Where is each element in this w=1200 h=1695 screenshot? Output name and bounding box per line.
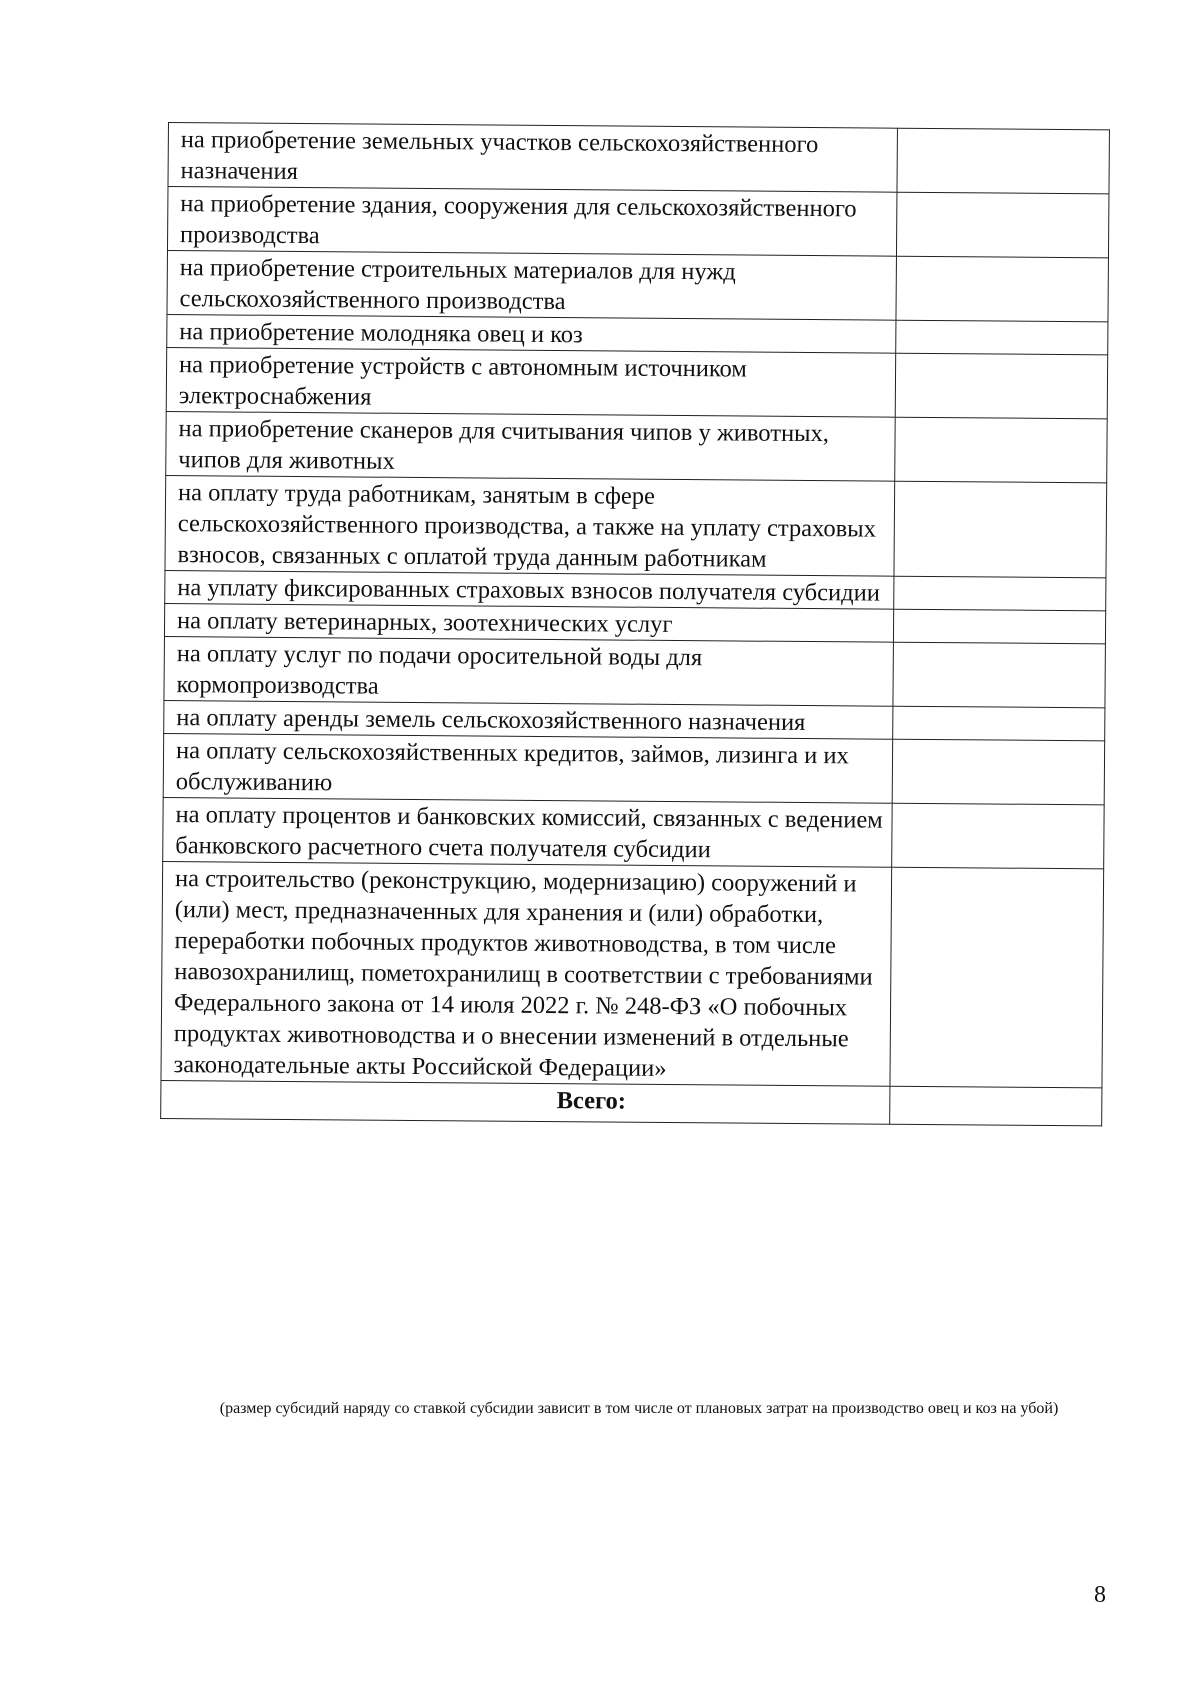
row-label: на оплату услуг по подачи оросительной воды для кормопроизводства [164,636,893,706]
page-number: 8 [1094,1582,1106,1608]
cost-table [160,122,1110,1126]
row-label: на приобретение здания, сооружения для сельскохозяйственного производства [167,187,896,257]
table-row [167,250,1108,321]
table-row [163,733,1104,804]
row-value [896,320,1108,355]
row-label: на строительство (реконструкцию, модернизацию) сооружений и (или) мест, предназначенных для хранения и (или) обработки, переработки побочных продуктов животноводства, в том числе навозохранилищ, пометохранилищ в соответствии с требованиями Федерального закона от 14 июля 2022 г. № 248-ФЗ «О побочных продуктах животноводства и о внесении изменений в отдельные законодательные акты Российской Федерации» [161,861,892,1086]
row-value [892,739,1105,805]
row-label: на приобретение устройств с автономным источником электроснабжения [166,347,895,417]
table-row [163,797,1104,868]
row-value [893,706,1105,741]
table-row [168,123,1109,194]
row-label: на приобретение молодняка овец и коз [167,314,896,353]
row-value [893,642,1106,708]
row-label: на приобретение земельных участков сельскохозяйственного назначения [168,123,897,193]
row-label: на оплату процентов и банковских комиссий, связанных с ведением банковского расчетного счета получателя субсидии [163,797,892,867]
total-label: Всего: [161,1080,890,1124]
table-row [167,187,1108,258]
row-value [892,803,1105,869]
row-value [895,353,1108,419]
row-label: на уплату фиксированных страховых взносов получателя субсидии [165,570,894,609]
table-row [166,347,1107,418]
row-value [894,576,1106,611]
row-value [893,609,1105,644]
total-value [890,1086,1102,1126]
row-label: на приобретение строительных материалов для нужд сельскохозяйственного производства [167,250,896,320]
row-value [895,417,1108,483]
row-value [896,192,1109,258]
table-row [166,411,1107,482]
table-row [165,475,1107,577]
table-row [164,636,1105,707]
row-label: на оплату аренды земель сельскохозяйственного назначения [164,700,893,739]
row-label: на приобретение сканеров для считывания чипов у животных, чипов для животных [166,411,895,481]
row-label: на оплату сельскохозяйственных кредитов, займов, лизинга и их обслуживанию [163,733,892,803]
table-row [161,861,1104,1087]
row-value [896,256,1109,322]
row-label: на оплату ветеринарных, зоотехнических услуг [164,603,893,642]
total-row [161,1080,1102,1125]
row-value [897,128,1110,194]
row-label: на оплату труда работникам, занятым в сфере сельскохозяйственного производства, а также на уплату страховых взносов, связанных с оплатой труда данным работникам [165,475,895,576]
row-value [894,481,1107,578]
row-value [890,867,1104,1088]
footnote: (размер субсидий наряду со ставкой субсидии зависит в том числе от плановых затрат на производство овец и коз на убой) [219,1400,1059,1417]
